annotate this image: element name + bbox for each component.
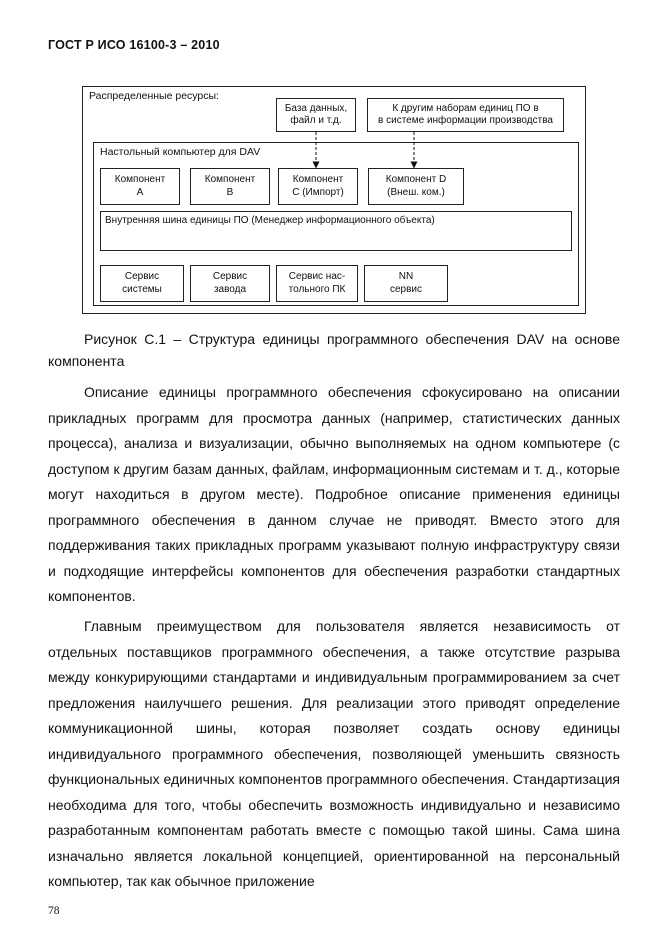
database-box: База данных, файл и т.д.	[276, 98, 356, 132]
body-paragraph: Описание единицы программного обеспечения сфокусировано на описании прикладных программ для просмотра данных (например, статистических данных процесса), анализа и визуализации, обычно выполняемых на одном компьютере (с доступом к другим базам данных, файлам, информационным системам и т. д., которые могут находиться в другом месте). Подробное описание применения единицы программного обеспечения в данном случае не приводят. Вместо этого для поддерживания таких прикладных программ указывают полную инфраструктуру связи и подходящие интерфейсы компонентов для обеспечения разработки стандартных компонентов.	[48, 384, 620, 604]
component-a-box: Компонент A	[100, 168, 180, 205]
connection-arrows	[83, 87, 585, 313]
nn-service-box: NN сервис	[364, 265, 448, 302]
internal-bus-box: Внутренняя шина единицы ПО (Менеджер информационного объекта)	[100, 211, 572, 251]
component-d-box: Компонент D (Внеш. ком.)	[368, 168, 464, 205]
system-service-box: Сервис системы	[100, 265, 184, 302]
plant-service-box: Сервис завода	[190, 265, 270, 302]
page-number: 78	[48, 905, 60, 917]
desktop-service-box: Сервис нас- тольного ПК	[276, 265, 358, 302]
component-b-box: Компонент B	[190, 168, 270, 205]
body-paragraph: Главным преимуществом для пользователя является независимость от отдельных поставщиков программного обеспечения, а также отсутствие разрыва между конкурирующими стандартами и индивидуальным программированием за счет предложения наилучшего решения. Для реализации этого приводят определение коммуникационной шины, которая позволяет создать основу единицы индивидуального программного обеспечения, позволяющей уменьшить связность функциональных единичных компонентов программного обеспечения. Стандартизация необходима для того, чтобы обеспечить возможность индивидуально и независимо разработанным компонентам работать вместе с помощью такой шины. Сама шина изначально является локальной концепцией, ориентированной на персональный компьютер, так как обычное приложение	[48, 618, 620, 889]
figure-caption: Рисунок С.1 – Структура единицы программного обеспечения DAV на основе компонента	[48, 331, 620, 369]
component-c-box: Компонент C (Импорт)	[278, 168, 358, 205]
distributed-resources-label: Распределенные ресурсы:	[89, 90, 219, 102]
other-units-box: К другим наборам единиц ПО в в системе информации производства	[367, 98, 564, 132]
document-header: ГОСТ Р ИСО 16100-3 – 2010	[48, 38, 220, 52]
dav-structure-diagram	[82, 86, 586, 314]
desktop-computer-label: Настольный компьютер для DAV	[100, 146, 261, 158]
